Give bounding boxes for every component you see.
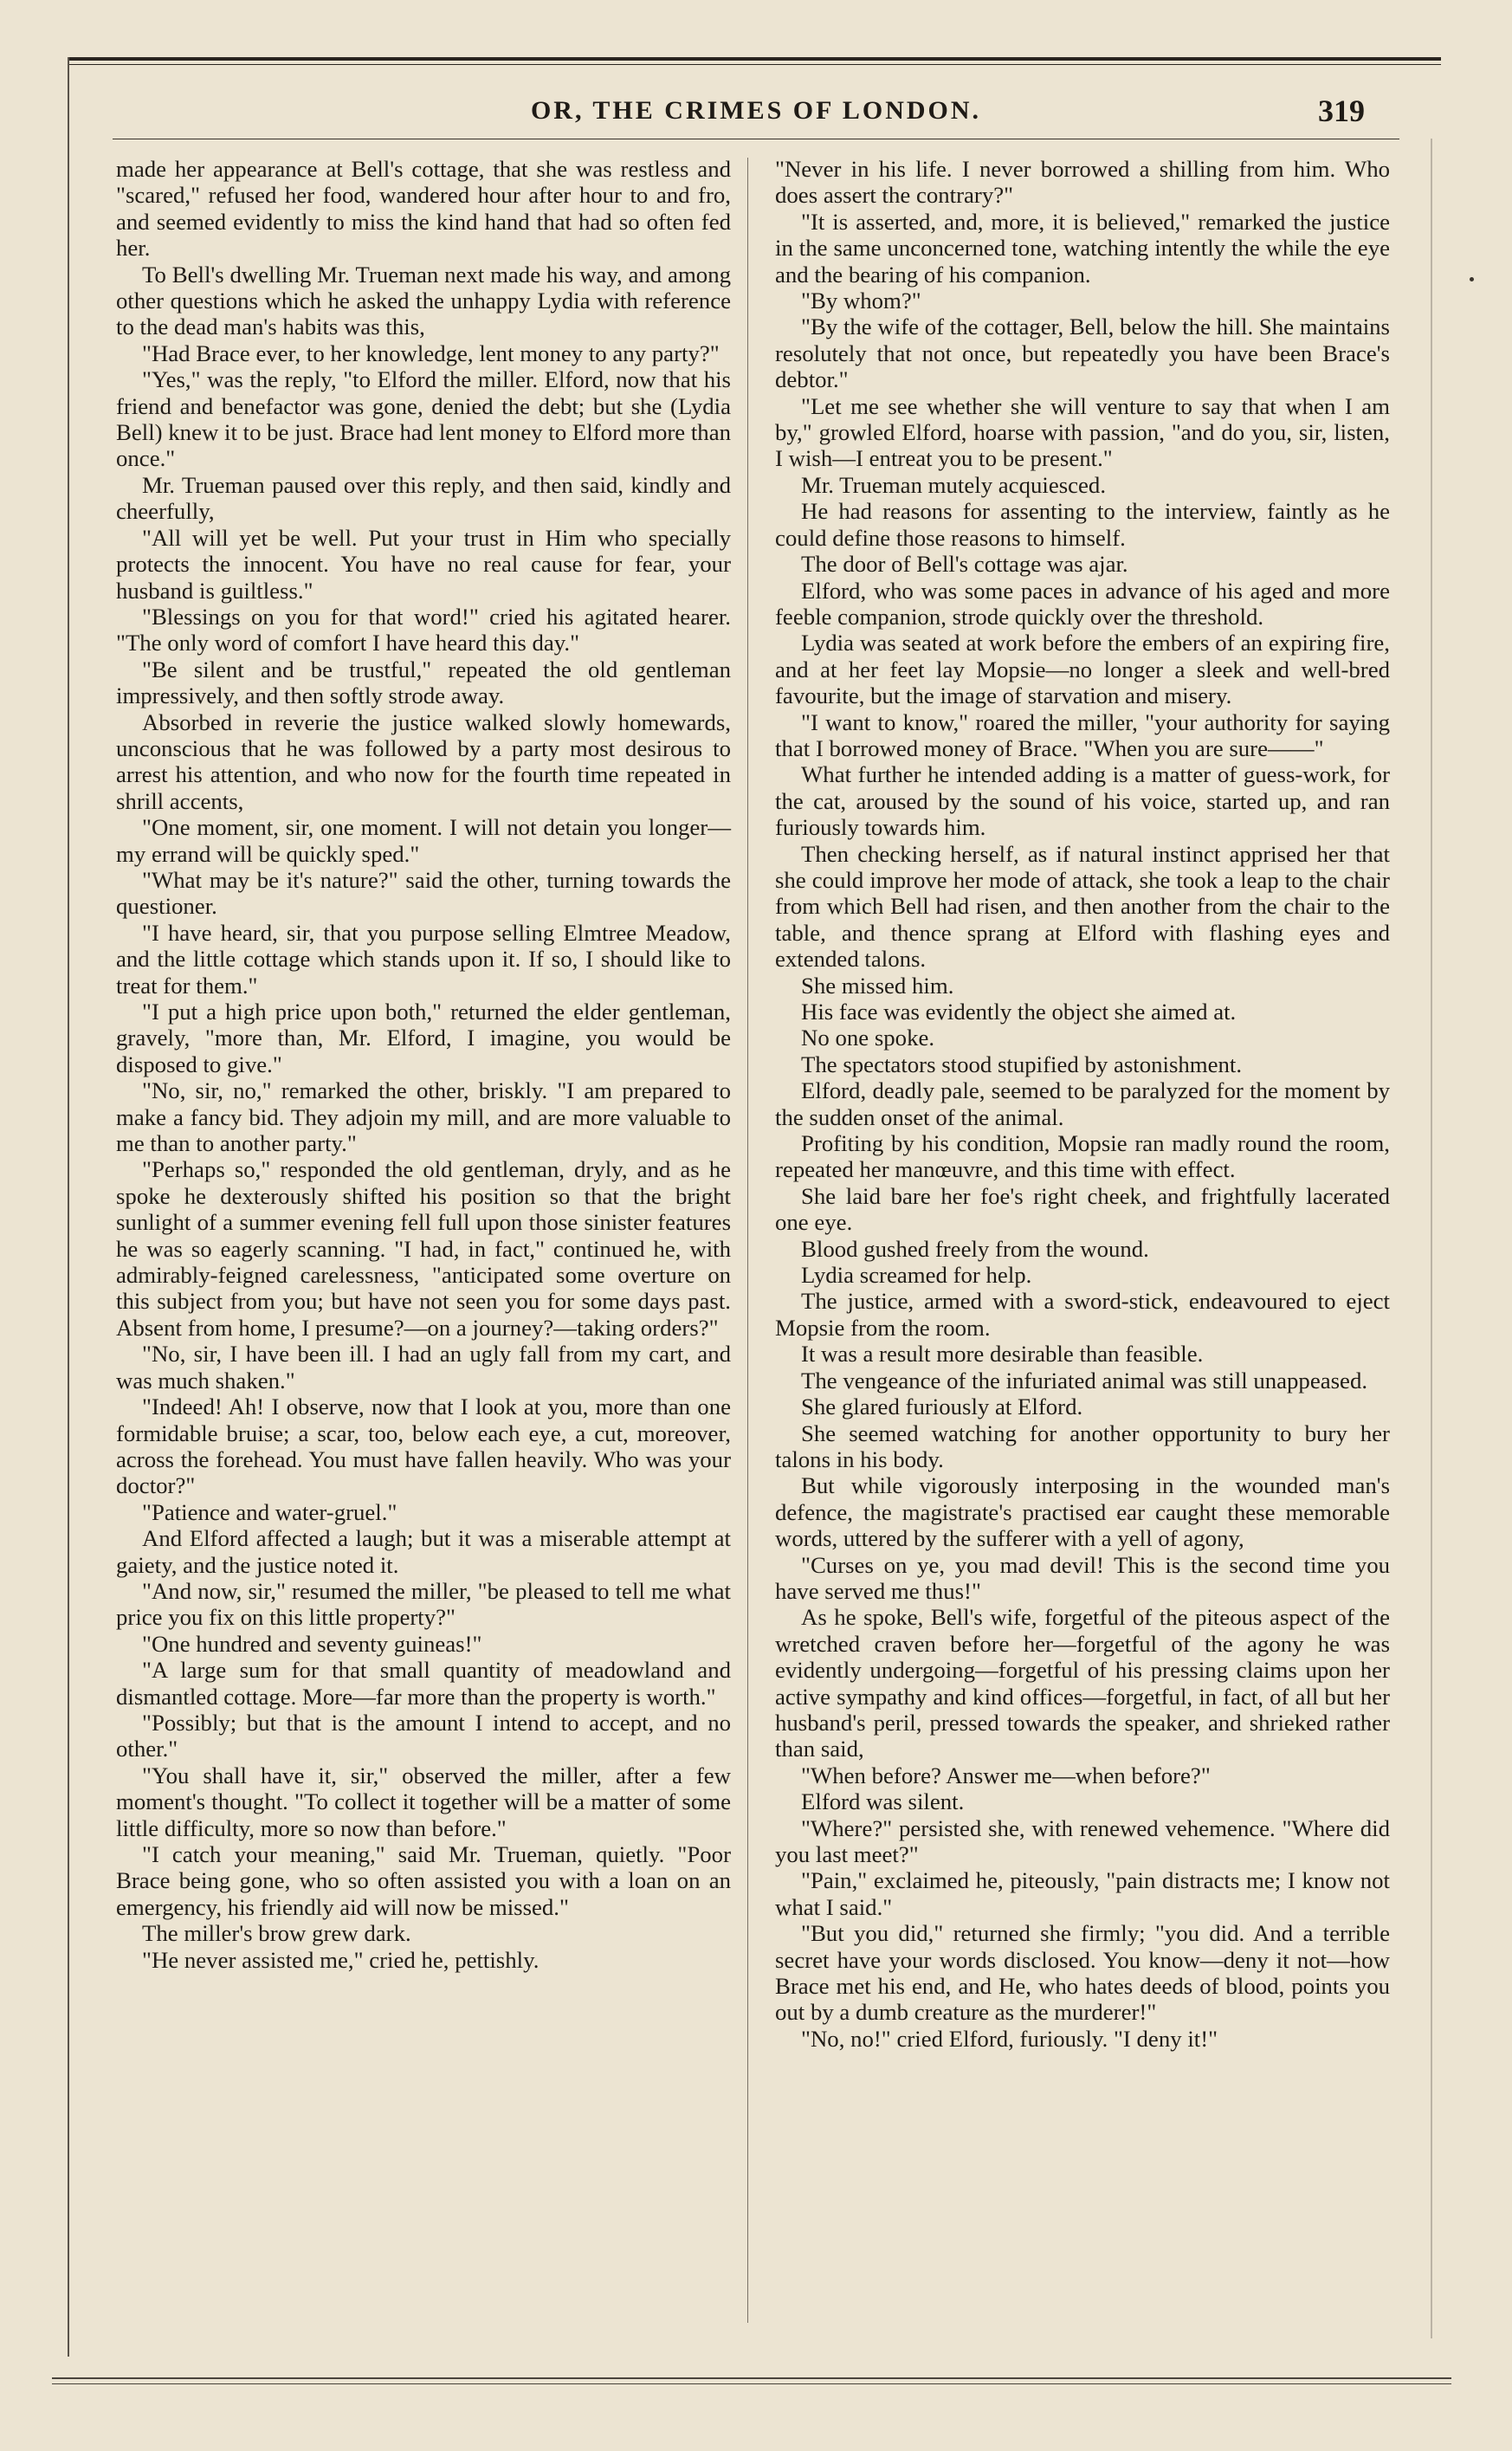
bottom-border-rule: [52, 2377, 1451, 2379]
running-title: OR, THE CRIMES OF LONDON.: [530, 96, 982, 125]
paragraph: "I catch your meaning," said Mr. Trueman, quietly. "Poor Brace being gone, who so often assisted you with a loan on an emergency, his friendly aid will now be missed.": [116, 1841, 731, 1920]
text-column-right: [775, 156, 1390, 2052]
paragraph: "Curses on ye, you mad devil! This is the second time you have served me thus!": [775, 1551, 1390, 1604]
paragraph: But while vigorously interposing in the wounded man's defence, the magistrate's practised ear caught these memorable words, uttered by the sufferer with a yell of agony,: [775, 1472, 1390, 1552]
margin-mark: [1470, 277, 1474, 281]
paragraph: Profiting by his condition, Mopsie ran madly round the room, repeated her manœuvre, and this time with effect.: [775, 1130, 1390, 1183]
paragraph: She glared furiously at Elford.: [801, 1394, 1083, 1420]
paragraph: "I put a high price upon both," returned the elder gentleman, gravely, "more than, Mr. Elford, I imagine, you would be disposed to give.": [116, 999, 731, 1077]
paragraph: The door of Bell's cottage was ajar.: [801, 551, 1128, 578]
page-number: 319: [1318, 94, 1365, 128]
bottom-border-thin-rule: [52, 2383, 1451, 2384]
paragraph: "No, no!" cried Elford, furiously. "I deny it!": [801, 2025, 1218, 2052]
paragraph: "He never assisted me," cried he, pettishly.: [142, 1946, 540, 1973]
paragraph: Mr. Trueman mutely acquiesced.: [801, 471, 1107, 498]
paragraph: "A large sum for that small quantity of meadowland and dismantled cottage. More—far more than the property is worth.": [116, 1657, 731, 1710]
column-divider: [747, 158, 748, 2323]
paragraph: Elford, deadly pale, seemed to be paralyzed for the moment by the sudden onset of the animal.: [775, 1077, 1390, 1130]
paragraph: To Bell's dwelling Mr. Trueman next made his way, and among other questions which he asked the unhappy Lydia with reference to the dead man's habits was this,: [116, 261, 731, 340]
page-header: [113, 89, 1399, 133]
paragraph: "I have heard, sir, that you purpose selling Elmtree Meadow, and the little cottage which stands upon it. If so, I should like to treat for them.": [116, 919, 731, 999]
paragraph: made her appearance at Bell's cottage, that she was restless and "scared," refused her food, wandered hour after hour to and fro, and seemed evidently to miss the kind hand that had so often fed her.: [116, 156, 731, 262]
paragraph: "One moment, sir, one moment. I will not detain you longer—my errand will be quickly sped.": [116, 814, 731, 867]
paragraph: "It is asserted, and, more, it is believed," remarked the justice in the same unconcerned tone, watching intently the while the eye and the bearing of his companion.: [775, 208, 1390, 288]
paragraph: "Never in his life. I never borrowed a shilling from him. Who does assert the contrary?": [775, 156, 1390, 209]
paragraph: Elford was silent.: [801, 1788, 965, 1815]
paragraph: The spectators stood stupified by astonishment.: [801, 1051, 1243, 1077]
paragraph: "But you did," returned she firmly; "you did. And a terrible secret have your words disclosed. You know—deny it not—how Brace met his end, and He, who hates deeds of blood, points you out by a dumb creature as the murderer!": [775, 1920, 1390, 2026]
paragraph: "One hundred and seventy guineas!": [142, 1630, 482, 1657]
paragraph: "Let me see whether she will venture to say that when I am by," growled Elford, hoarse with passion, "and do you, sir, listen, I wish—I entreat you to be present.": [775, 392, 1390, 472]
paragraph: "No, sir, I have been ill. I had an ugly fall from my cart, and was much shaken.": [116, 1341, 731, 1394]
paragraph: "Blessings on you for that word!" cried his agitated hearer. "The only word of comfort I have heard this day.": [116, 603, 731, 656]
paragraph: No one spoke.: [801, 1025, 935, 1051]
paragraph: Elford, who was some paces in advance of his aged and more feeble companion, strode quickly over the threshold.: [775, 577, 1390, 630]
paragraph: "Where?" persisted she, with renewed vehemence. "Where did you last meet?": [775, 1814, 1390, 1867]
paragraph: Absorbed in reverie the justice walked slowly homewards, unconscious that he was followed by a party most desirous to arrest his attention, and who now for the fourth time repeated in shrill accents,: [116, 708, 731, 814]
paragraph: Then checking herself, as if natural instinct apprised her that she could improve her mode of attack, she took a leap to the chair from which Bell had risen, and then another from the chair to the table, and thence sprang at Elford with flashing eyes and extended talons.: [775, 840, 1390, 973]
paragraph: She laid bare her foe's right cheek, and frightfully lacerated one eye.: [775, 1182, 1390, 1236]
paragraph: The justice, armed with a sword-stick, endeavoured to eject Mopsie from the room.: [775, 1288, 1390, 1341]
right-page-edge: [1431, 139, 1432, 2338]
left-border-rule: [68, 57, 69, 2357]
paragraph: She missed him.: [801, 972, 954, 999]
paragraph: "You shall have it, sir," observed the miller, after a few moment's thought. "To collect it together will be a matter of some little difficulty, more so now than before.": [116, 1762, 731, 1841]
paragraph: "By whom?": [801, 288, 921, 314]
paragraph: "And now, sir," resumed the miller, "be pleased to tell me what price you fix on this little property?": [116, 1577, 731, 1631]
paragraph: "I want to know," roared the miller, "your authority for saying that I borrowed money of Brace. "When you are sure——": [775, 708, 1390, 761]
paragraph: Blood gushed freely from the wound.: [801, 1235, 1149, 1262]
paragraph: She seemed watching for another opportunity to bury her talons in his body.: [775, 1420, 1390, 1472]
paragraph: "Be silent and be trustful," repeated the old gentleman impressively, and then softly strode away.: [116, 656, 731, 709]
paragraph: Lydia was seated at work before the embers of an expiring fire, and at her feet lay Mopsie—no longer a sleek and well-bred favourite, but the image of starvation and misery.: [775, 630, 1390, 709]
paragraph: Mr. Trueman paused over this reply, and then said, kindly and cheerfully,: [116, 471, 731, 525]
paragraph: "What may be it's nature?" said the other, turning towards the questioner.: [116, 866, 731, 920]
paragraph: It was a result more desirable than feasible.: [801, 1341, 1204, 1368]
paragraph: And Elford affected a laugh; but it was a miserable attempt at gaiety, and the justice noted it.: [116, 1525, 731, 1578]
top-border-thin-rule: [68, 64, 1441, 65]
paragraph: The vengeance of the infuriated animal was still unappeased.: [801, 1367, 1368, 1394]
paragraph: What further he intended adding is a matter of guess-work, for the cat, aroused by the sound of his voice, started up, and ran furiously towards him.: [775, 761, 1390, 841]
paragraph: "When before? Answer me—when before?": [801, 1762, 1211, 1788]
paragraph: "Pain," exclaimed he, piteously, "pain distracts me; I know not what I said.": [775, 1867, 1390, 1920]
paragraph: "Patience and water-gruel.": [142, 1498, 397, 1525]
paragraph: He had reasons for assenting to the interview, faintly as he could define those reasons to himself.: [775, 498, 1390, 551]
paragraph: "No, sir, no," remarked the other, briskly. "I am prepared to make a fancy bid. They adjoin my mill, and are more valuable to me than to another party.": [116, 1077, 731, 1157]
paragraph: As he spoke, Bell's wife, forgetful of the piteous aspect of the wretched craven before her—forgetful of the agony he was evidently undergoing—forgetful of his pressing claims upon her active sympathy and kind offices—forgetful, in fact, of all but her husband's peril, pressed towards the speaker, and shrieked rather than said,: [775, 1604, 1390, 1762]
paragraph: "Perhaps so," responded the old gentleman, dryly, and as he spoke he dexterously shifted his position so that the bright sunlight of a summer evening fell full upon those sinister features he was so eagerly scanning. "I had, in fact," continued he, with admirably-feigned carelessness, "anticipated some overture on this subject from you; but have not seen you for some days past. Absent from home, I presume?—on a journey?—taking orders?": [116, 1156, 731, 1341]
paragraph: "Indeed! Ah! I observe, now that I look at you, more than one formidable bruise; a scar, too, below each eye, a cut, moreover, across the forehead. You must have fallen heavily. Who was your doctor?": [116, 1394, 731, 1499]
paragraph: "By the wife of the cottager, Bell, below the hill. She maintains resolutely that not once, but repeatedly you have been Brace's debtor.": [775, 314, 1390, 393]
paragraph: "Possibly; but that is the amount I intend to accept, and no other.": [116, 1709, 731, 1762]
paragraph: "Had Brace ever, to her knowledge, lent money to any party?": [142, 340, 720, 366]
text-column-left: [116, 156, 731, 1973]
top-border-rule: [68, 57, 1441, 61]
paragraph: "Yes," was the reply, "to Elford the miller. Elford, now that his friend and benefactor was gone, denied the debt; but she (Lydia Bell) knew it to be just. Brace had lent money to Elford more than once.": [116, 366, 731, 472]
paragraph: The miller's brow grew dark.: [142, 1920, 411, 1947]
paragraph: "All will yet be well. Put your trust in Him who specially protects the innocent. You have no real cause for fear, your husband is guiltless.": [116, 524, 731, 604]
paragraph: Lydia screamed for help.: [801, 1262, 1032, 1289]
paragraph: His face was evidently the object she aimed at.: [801, 999, 1237, 1025]
